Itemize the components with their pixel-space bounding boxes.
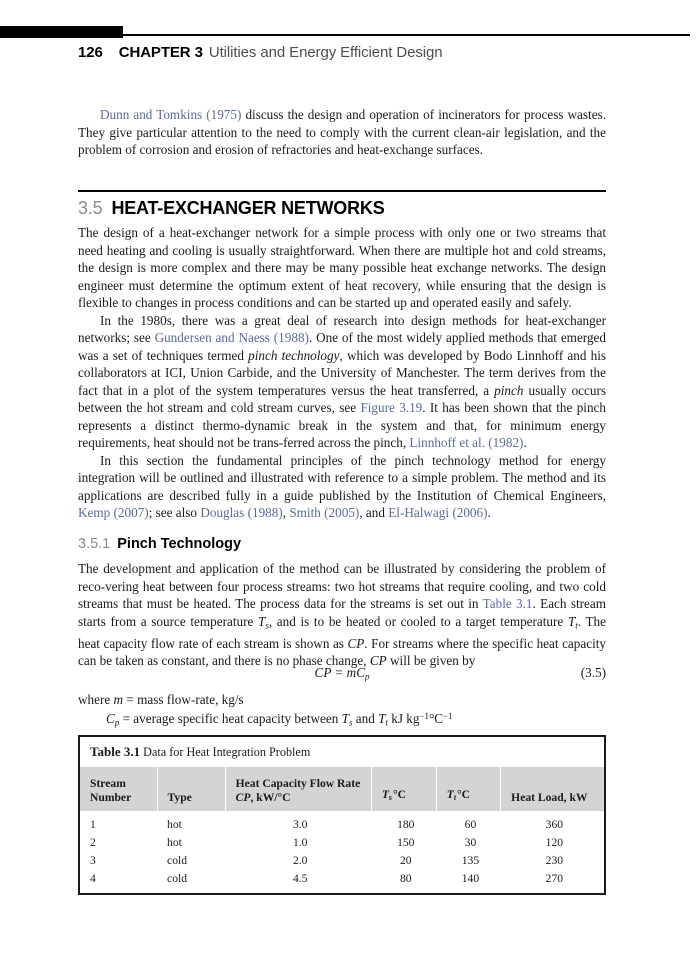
heat-integration-data-table xyxy=(80,767,604,893)
cell-tt: 135 xyxy=(461,854,480,868)
column-header-source-temperature: $T_s$ °C xyxy=(371,767,436,811)
cell-stream-number: 4 xyxy=(90,872,96,886)
equation-rhs-sub: p xyxy=(364,671,370,682)
subsection-number: 3.5.1 xyxy=(78,536,111,552)
paragraph-pinch-history xyxy=(78,312,606,452)
table-header-row xyxy=(80,767,604,811)
intro-paragraph-block xyxy=(78,106,606,159)
paragraph-section-overview xyxy=(78,452,606,522)
section-title: HEAT-EXCHANGER NETWORKS xyxy=(111,198,385,218)
running-head-rule xyxy=(0,26,690,38)
column-header-target-temperature: $T_t$ °C xyxy=(436,767,500,811)
equation-number: (3.5) xyxy=(580,665,606,680)
section-rule xyxy=(78,190,606,192)
chapter-title: Utilities and Energy Efficient Design xyxy=(208,44,443,61)
column-header-type: Type xyxy=(157,767,225,811)
cell-type: hot xyxy=(167,818,182,832)
para2-part-d: usually occurs between the hot stream and cold stream curves, see xyxy=(78,382,606,415)
cell-tt: 140 xyxy=(461,872,480,886)
table-caption-label: Table 3.1 xyxy=(90,744,141,759)
where-line-cp xyxy=(106,708,634,732)
citation-gundersen-naess[interactable]: Gundersen and Naess (1988) xyxy=(154,330,309,345)
xref-figure-3-19[interactable]: Figure 3.19 xyxy=(360,400,423,415)
cell-stream-number: 2 xyxy=(90,836,96,850)
cell-cp: 4.5 xyxy=(292,872,308,886)
equation-lhs: CP xyxy=(314,665,332,680)
para2-part-a: In the 1980s, there was a great deal of research into design methods for heat-exchanger networks; see xyxy=(78,312,606,345)
section-body-block xyxy=(78,224,606,522)
para2-part-e: . It has been shown that the pinch represents a distinct thermo-dynamic break in the system and that, for minimum energy requirements, heat should not be trans-ferred across the pinch, xyxy=(78,400,607,450)
symbol-tt: $T_t$ xyxy=(378,711,388,728)
section-number: 3.5 xyxy=(78,198,103,218)
cell-heat-load: 120 xyxy=(545,836,564,850)
pinch-part-f: will be given by xyxy=(386,653,476,668)
subsection-title: Pinch Technology xyxy=(117,536,242,552)
column-header-heat-capacity-flow-rate: Heat Capacity Flow Rate CP, kW/°C xyxy=(225,767,371,811)
intro-paragraph-text: discuss the design and operation of incinerators for process wastes. They give particular attention to the need to comply with the current clean-air legislation, and the problem of corrosion and erosion of refractories and heat-exchange surfaces. xyxy=(78,107,606,157)
cell-cp: 2.0 xyxy=(292,854,308,868)
para2-part-b: . One of the most widely applied methods that emerged was a set of techniques termed xyxy=(78,330,606,363)
cell-ts: 20 xyxy=(399,854,412,868)
header-black-bar xyxy=(0,26,123,38)
cell-cp: 1.0 xyxy=(292,836,308,850)
pinch-technology-block xyxy=(78,560,606,670)
where-m-definition: = mass flow-rate, kg/s xyxy=(123,692,244,707)
equation-3-5 xyxy=(78,665,606,682)
where-line-m xyxy=(78,691,606,709)
table-caption xyxy=(80,737,604,767)
cell-type: cold xyxy=(167,872,188,886)
para3-part-c: , xyxy=(282,505,290,520)
equation-equals: = xyxy=(331,665,347,680)
intro-paragraph xyxy=(78,106,606,159)
where-units-a: kJ kg xyxy=(387,711,420,727)
cell-heat-load: 360 xyxy=(545,818,564,832)
cell-ts: 150 xyxy=(397,836,415,850)
pinch-part-b: . Each stream starts from a source temperature xyxy=(78,596,606,629)
cell-ts: 180 xyxy=(397,818,415,832)
table-row xyxy=(80,811,604,834)
xref-table-3-1[interactable]: Table 3.1 xyxy=(482,596,533,611)
equation-3-5-row xyxy=(78,665,606,682)
citation-dunn-tomkins[interactable]: Dunn and Tomkins (1975) xyxy=(100,107,242,122)
para3-part-b: ; see also xyxy=(148,505,201,520)
table-row xyxy=(80,852,604,870)
cell-stream-number: 3 xyxy=(90,854,96,868)
cell-cp: 3.0 xyxy=(292,818,308,832)
pinch-part-d: . The heat capacity flow rate of each stream is shown as xyxy=(78,613,606,651)
section-heading xyxy=(78,198,606,219)
where-units-exp1: −1 xyxy=(419,711,430,721)
where-units-exp2: −1 xyxy=(443,711,453,721)
table-body xyxy=(80,811,604,893)
cell-stream-number: 1 xyxy=(90,818,96,832)
para3-part-d: , and xyxy=(359,505,389,520)
para2-part-f: . xyxy=(523,435,527,450)
pinch-part-e: . For streams where the specific heat capacity can be taken as constant, and there is no phase change, xyxy=(78,635,606,668)
paragraph-network-design: The design of a heat-exchanger network for a simple process with only one or two streams that need heating and cooling is usually straightforward. When there are multiple hot and cold streams, the design is more complex and there may be many possible heat exchange networks. The design engineer must determine the optimum extent of heat recovery, while ensuring that the design is flexible to changes in process conditions and can be started up and operated easily and safely. xyxy=(78,225,606,310)
symbol-cp-2: CP xyxy=(369,653,387,668)
cell-tt: 60 xyxy=(464,818,477,832)
table-header xyxy=(80,767,604,811)
cell-heat-load: 230 xyxy=(545,854,564,868)
citation-douglas[interactable]: Douglas (1988) xyxy=(200,505,283,520)
symbol-target-temperature: $T_t$ xyxy=(567,613,578,630)
header-thin-rule xyxy=(123,34,690,36)
table-row xyxy=(80,870,604,894)
equation-rhs-c: C xyxy=(356,665,365,680)
cell-ts: 80 xyxy=(399,872,412,886)
column-header-stream-number: Stream Number xyxy=(80,767,157,811)
symbol-cp-1: CP xyxy=(347,635,365,651)
term-pinch: pinch xyxy=(494,382,524,398)
citation-smith[interactable]: Smith (2005) xyxy=(289,505,360,520)
running-head xyxy=(78,44,678,61)
citation-kemp[interactable]: Kemp (2007) xyxy=(78,505,149,520)
term-pinch-technology: pinch technology xyxy=(248,347,340,363)
symbol-cp-var: $C_p$ xyxy=(106,711,120,728)
where-keyword: where xyxy=(78,692,114,707)
table-caption-text: Data for Heat Integration Problem xyxy=(143,745,311,759)
column-header-heat-load: Heat Load, kW xyxy=(501,767,604,811)
pinch-part-a: The development and application of the method can be illustrated by considering the problem of reco-vering heat between four process streams: two hot streams that require cooling, and two cold streams that must be heated. The process data for the streams is set out in xyxy=(78,561,606,611)
citation-el-halwagi[interactable]: El-Halwagi (2006) xyxy=(388,505,488,520)
paragraph-pinch-technology xyxy=(78,560,606,670)
para2-part-c: , which was developed by Bodo Linnhoff and his collaborators at ICI, Union Carbide, and the University of Manchester. The term derives from the fact that in a plot of the system temperatures versus the heat transferred, a xyxy=(78,347,607,398)
table-3-1 xyxy=(78,735,606,895)
citation-linnhoff-et-al[interactable]: Linnhoff et al. (1982) xyxy=(409,435,524,450)
cell-tt: 30 xyxy=(464,836,477,850)
where-and: and xyxy=(352,711,379,727)
cell-heat-load: 270 xyxy=(545,872,564,886)
where-units-b: °C xyxy=(429,711,444,727)
equation-rhs-m: m xyxy=(346,665,357,680)
where-cp-definition: = average specific heat capacity between xyxy=(119,711,342,727)
symbol-m: m xyxy=(113,692,124,707)
para3-part-a: In this section the fundamental principles of the pinch technology method for energy integration will be outlined and illustrated with reference to a simple problem. The method and its applications are described fully in a guide published by the Institution of Chemical Engineers, xyxy=(78,452,606,503)
page-number: 126 xyxy=(78,44,103,61)
pinch-part-c: , and is to be heated or cooled to a target temperature xyxy=(268,613,568,629)
symbol-source-temperature: $T_s$ xyxy=(257,613,269,630)
table-row xyxy=(80,834,604,852)
chapter-label: CHAPTER 3 xyxy=(118,44,203,61)
cell-type: cold xyxy=(167,854,188,868)
subsection-heading xyxy=(78,536,606,552)
cell-type: hot xyxy=(167,836,182,850)
symbol-ts: $T_s$ xyxy=(341,711,353,728)
para3-part-e: . xyxy=(487,505,491,520)
